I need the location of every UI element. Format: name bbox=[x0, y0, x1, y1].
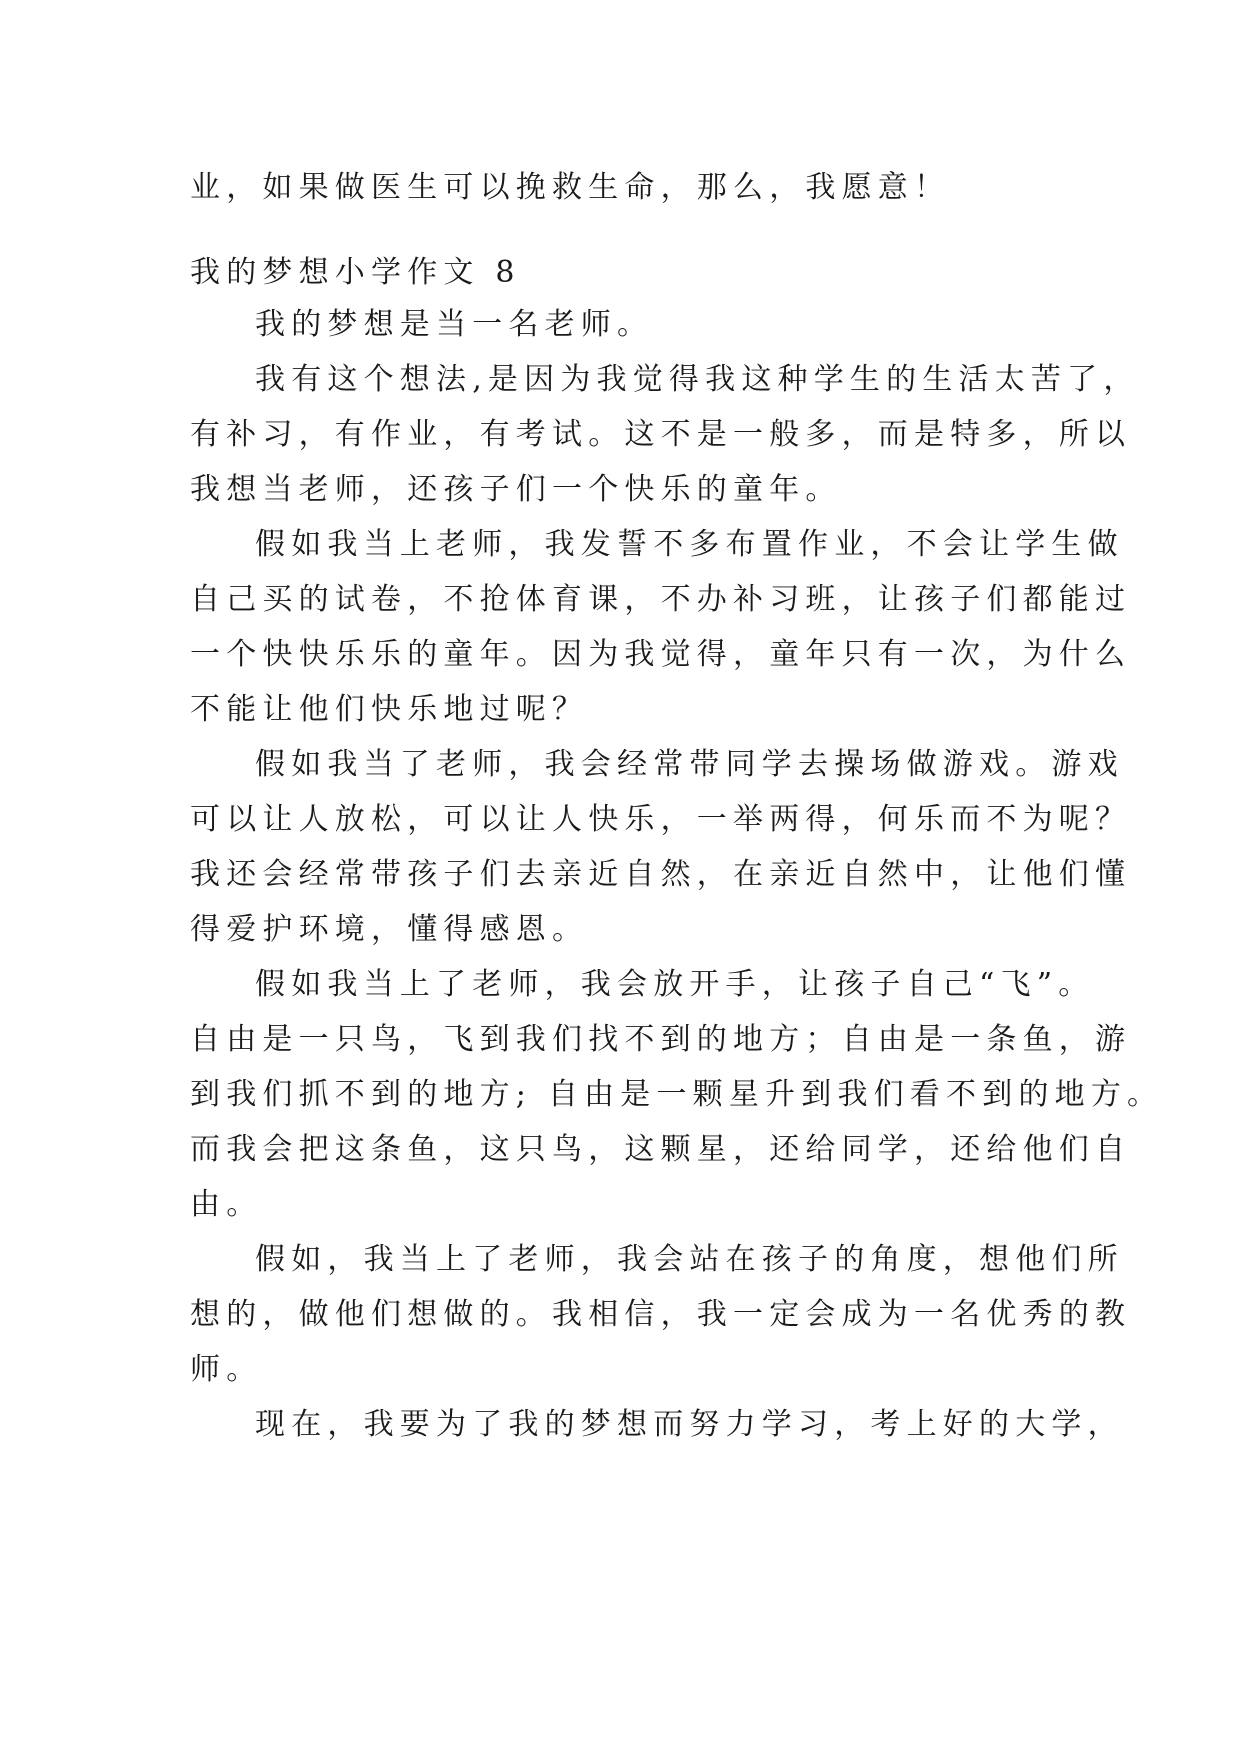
text-line: 假如，我当上了老师，我会站在孩子的角度，想他们所 bbox=[255, 1242, 1124, 1277]
text-line: 我想当老师，还孩子们一个快乐的童年。 bbox=[190, 472, 842, 507]
text-line: 我有这个想法,是因为我觉得我这种学生的生活太苦了， bbox=[255, 362, 1140, 397]
text-line: 我的梦想是当一名老师。 bbox=[255, 307, 654, 342]
text-line: 自由是一只鸟，飞到我们找不到的地方；自由是一条鱼，游 bbox=[190, 1022, 1132, 1057]
text-line: 假如我当了老师，我会经常带同学去操场做游戏。游戏 bbox=[255, 747, 1124, 782]
text-line: 不能让他们快乐地过呢？ bbox=[190, 692, 589, 727]
text-line: 假如我当上老师，我发誓不多布置作业，不会让学生做 bbox=[255, 527, 1124, 562]
text-line: 现在，我要为了我的梦想而努力学习，考上好的大学， bbox=[255, 1407, 1124, 1442]
text-line: 而我会把这条鱼，这只鸟，这颗星，还给同学，还给他们自 bbox=[190, 1132, 1132, 1167]
text-line: 我还会经常带孩子们去亲近自然，在亲近自然中，让他们懂 bbox=[190, 857, 1132, 892]
text-line: 可以让人放松，可以让人快乐，一举两得，何乐而不为呢？ bbox=[190, 802, 1132, 837]
text-line: 由。 bbox=[190, 1187, 263, 1222]
text-line: 一个快快乐乐的童年。因为我觉得，童年只有一次，为什么 bbox=[190, 637, 1132, 672]
text-line: 假如我当上了老师，我会放开手，让孩子自己“飞”。 bbox=[255, 967, 1095, 1002]
text-line: 有补习，有作业，有考试。这不是一般多，而是特多，所以 bbox=[190, 417, 1132, 452]
text-line: 自己买的试卷，不抢体育课，不办补习班，让孩子们都能过 bbox=[190, 582, 1132, 617]
text-line: 到我们抓不到的地方; 自由是一颗星升到我们看不到的地方。 bbox=[190, 1077, 1164, 1112]
text-line: 业，如果做医生可以挽救生命，那么，我愿意！ bbox=[190, 170, 951, 205]
text-line: 得爱护环境，懂得感恩。 bbox=[190, 912, 589, 947]
section-heading: 我的梦想小学作文 8 bbox=[190, 255, 521, 290]
text-line: 想的，做他们想做的。我相信，我一定会成为一名优秀的教 bbox=[190, 1297, 1132, 1332]
text-line: 师。 bbox=[190, 1352, 263, 1387]
